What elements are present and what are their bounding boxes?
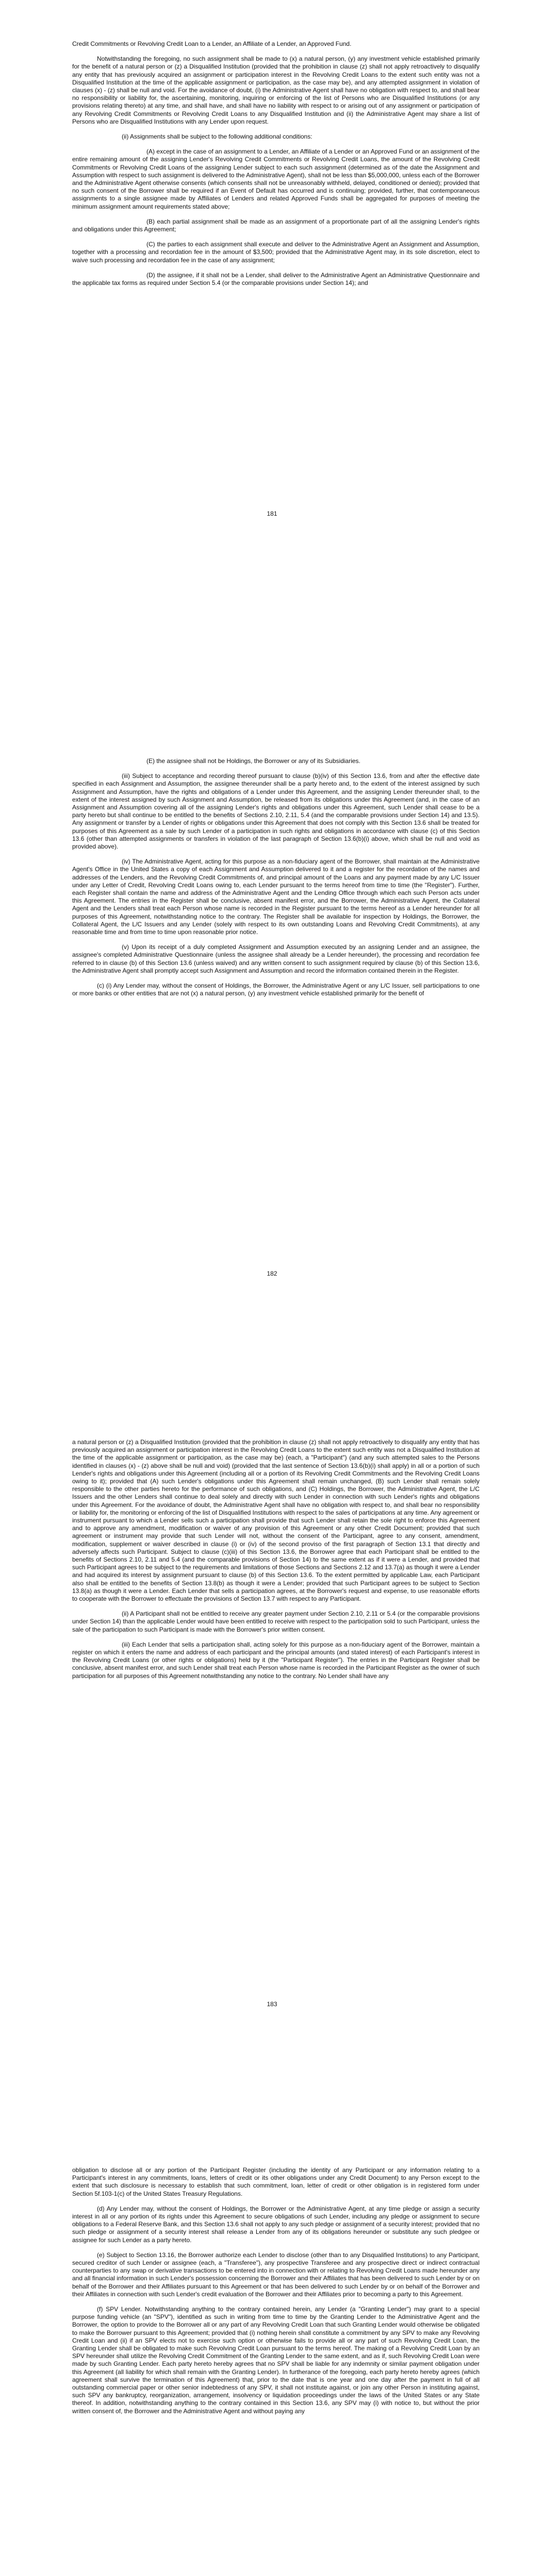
paragraph: (c) (i) Any Lender may, without the consent of Holdings, the Borrower, the Administrative Agent or any L/C Issuer, sell participations to one or more banks or other entities that are not (x) a natural person, (y) any investment vehicle established primarily for the benefit of: [72, 982, 480, 997]
paragraph: Credit Commitments or Revolving Credit Loan to a Lender, an Affiliate of a Lender, an Approved Fund.: [72, 40, 352, 47]
page-number: 181: [267, 510, 277, 517]
paragraph: (v) Upon its receipt of a duly completed Assignment and Assumption executed by an assigning Lender and an assignee, the assignee's completed Administrative Questionnaire (unless the assignee shall already be a Lender hereunder), the processing and recordation fee referred to in clause (b) of this Section 13.6 (unless waived) and any written consent to such assignment required by clause (b) of this Section 13.6, the Administrative Agent shall promptly accept such Assignment and Assumption and record the information contained therein in the Register.: [72, 943, 480, 974]
paragraph: a natural person or (z) a Disqualified Institution (provided that the prohibition in clause (z) shall not apply retroactively to disqualify any entity that has previously acquired an assignment or participation interest in the Revolving Credit Loans to the extent such entity was not a Disqualified Institution at the time of the applicable assignment or participation, as the case may be) (each, a "Participant") (and any such attempted sales to the Persons identified in clauses (x) - (z) above shall be null and void) (provided that the last sentence of Section 13.6(b)(i) shall apply) in all or a portion of such Lender's rights and obligations under this Agreement (including all or a portion of its Revolving Credit Commitments and the Revolving Credit Loans owing to it); provided that (A) such Lender's obligations under this Agreement shall remain unchanged, (B) such Lender shall remain solely responsible to the other parties hereto for the performance of such obligations, and (C) Holdings, the Borrower, the Administrative Agent, the L/C Issuers and the other Lenders shall continue to deal solely and directly with such Lender in connection with such Lender's rights and obligations under this Agreement. For the avoidance of doubt, the Administrative Agent shall have no obligation with respect to, and shall bear no responsibility or liability for, the monitoring or enforcing of the list of Disqualified Institutions with respect to the sales of participations at any time. Any agreement or instrument pursuant to which a Lender sells such a participation shall provide that such Lender shall retain the sole right to enforce this Agreement and to approve any amendment, modification or waiver of any provision of this Agreement or any other Credit Document; provided that such agreement or instrument may provide that such Lender will not, without the consent of the Participant, agree to any consent, amendment, modification, supplement or waiver described in clause (i) or (iv) of the second proviso of the first paragraph of Section 13.1 that directly and adversely affects such Participant. Subject to clause (c)(iii) of this Section 13.6, the Borrower agree that each Participant shall be entitled to the benefits of Sections 2.10, 2.11 and 5.4 (and the comparable provisions of Section 14) to the same extent as if it were a Lender, and provided that such Participant agrees to be subject to the requirements and limitations of those Sections and Sections 2.12 and 13.7(a) as though it were a Lender and had acquired its interest by assignment pursuant to clause (b) of this Section 13.6. To the extent permitted by applicable Law, each Participant also shall be entitled to the benefits of Section 13.8(b) as though it were a Lender; provided that such Participant agrees to be subject to Section 13.8(a) as though it were a Lender. Each Lender that sells a participation agrees, at the Borrower's request and expense, to use reasonable efforts to cooperate with the Borrower to effectuate the provisions of Section 13.7 with respect to any Participant.: [72, 1438, 480, 1603]
page-182: [0, 703, 544, 1406]
page-184: [0, 2110, 544, 2576]
paragraph: (ii) A Participant shall not be entitled to receive any greater payment under Section 2.10, 2.11 or 5.4 (or the comparable provisions under Section 14) than the applicable Lender would have been entitled to receive with respect to the participation sold to such Participant, unless the sale of the participation to such Participant is made with the Borrower's prior written consent.: [72, 1610, 480, 1633]
page-body: [72, 40, 480, 294]
paragraph: (B) each partial assignment shall be made as an assignment of a proportionate part of all the assigning Lender's rights and obligations under this Agreement;: [72, 217, 480, 233]
paragraph: obligation to disclose all or any portion of the Participant Register (including the identity of any Participant or any information relating to a Participant's interest in any commitments, loans, letters of credit or its other obligations under any Credit Document) to any Person except to the extent that such disclosure is necessary to establish that such commitment, loan, letter of credit or other obligation is in registered form under Section 5f.103-1(c) of the United States Treasury Regulations.: [72, 2166, 480, 2197]
paragraph: (iii) Each Lender that sells a participation shall, acting solely for this purpose as a non-fiduciary agent of the Borrower, maintain a register on which it enters the name and address of each participant and the principal amounts (and stated interest) of each Participant's interest in the Revolving Credit Loans (or other rights or obligations) held by it (the "Participant Register"). The entries in the Participant Register shall be conclusive, absent manifest error, and such Lender shall treat each Person whose name is recorded in the Participant Register as the owner of such participation for all purposes of this Agreement notwithstanding any notice to the contrary. No Lender shall have any: [72, 1640, 480, 1680]
paragraph: (ii) Assignments shall be subject to the following additional conditions:: [122, 133, 312, 141]
paragraph: (A) except in the case of an assignment to a Lender, an Affiliate of a Lender or an Approved Fund or an assignment of the entire remaining amount of the assigning Lender's Revolving Credit Commitments or Revolving Credit Loans, the amount of the Revolving Credit Commitments or Revolving Credit Loans of the assigning Lender subject to each such assignment (determined as of the date the Assignment and Assumption with respect to such assignment is delivered to the Administrative Agent), shall not be less than $5,000,000, unless each of the Borrower and the Administrative Agent otherwise consents (which consents shall not be unreasonably withheld, delayed, conditioned or denied); provided that no such consent of the Borrower shall be required if an Event of Default has occurred and is continuing; provided, further, that contemporaneous assignments to a single assignee made by Affiliates of Lenders and related Approved Funds shall be aggregated for purposes of meeting the minimum assignment amount requirements stated above;: [72, 148, 480, 210]
paragraph: Notwithstanding the foregoing, no such assignment shall be made to (x) a natural person, (y) any investment vehicle established primarily for the benefit of a natural person or (z) a Disqualified Institution (provided that the prohibition in clause (z) shall not apply retroactively to disqualify any entity that has previously acquired an assignment or participation interest in the Revolving Credit Loans to the extent such entity was not a Disqualified Institution at the time of the applicable assignment or participation, as the case may be), and any attempted assignment in violation of clauses (x) - (z) shall be null and void. For the avoidance of doubt, (i) the Administrative Agent shall have no obligation with respect to, and shall bear no responsibility or liability for, the ascertaining, monitoring, inquiring or enforcing of the list of Persons who are Disqualified Institutions (or any provisions relating thereto) at any time, and shall have, and shall have no liability with respect to or arising out of any assignment or participation of any Revolving Credit Commitments or Revolving Credit Loans to any Disqualified Institution and (ii) the Administrative Agent may share a list of Persons who are Disqualified Institutions with any Lender upon request.: [72, 55, 480, 125]
paragraph: (E) the assignee shall not be Holdings, the Borrower or any of its Subsidiaries.: [146, 757, 360, 765]
page-number: 182: [267, 1270, 277, 1277]
page-body: [72, 1438, 480, 1687]
page-183: [0, 1406, 544, 2110]
paragraph: (e) Subject to Section 13.16, the Borrower authorize each Lender to disclose (other than to any Disqualified Institutions) to any Participant, secured creditor of such Lender or assignee (each, a "Transferee"), any prospective Transferee and any prospective direct or indirect contractual counterparties to any swap or derivative transactions to be entered into in connection with or relating to Revolving Credit Loans made hereunder any and all financial information in such Lender's possession concerning the Borrower and their Affiliates that has been delivered to such Lender by or on behalf of the Borrower and their Affiliates pursuant to this Agreement or that has been delivered to such Lender by or on behalf of the Borrower and their Affiliates in connection with such Lender's credit evaluation of the Borrower and their Affiliates prior to becoming a party to this Agreement.: [72, 2251, 480, 2298]
paragraph: (iii) Subject to acceptance and recording thereof pursuant to clause (b)(iv) of this Section 13.6, from and after the effective date specified in each Assignment and Assumption, the assignee thereunder shall be a party hereto and, to the extent of the interest assigned by such Assignment and Assumption, have the rights and obligations of a Lender under this Agreement, and the assigning Lender thereunder shall, to the extent of the interest assigned by such Assignment and Assumption, be released from its obligations under this Agreement (and, in the case of an Assignment and Assumption covering all of the assigning Lender's rights and obligations under this Agreement, such Lender shall cease to be a party hereto but shall continue to be entitled to the benefits of Sections 2.10, 2.11, 5.4 (and the comparable provisions under Section 14) and 13.5). Any assignment or transfer by a Lender of rights or obligations under this Agreement that does not comply with this Section 13.6 shall be treated for purposes of this Agreement as a sale by such Lender of a participation in such rights and obligations in accordance with clause (c) of this Section 13.6 (other than attempted assignments or transfers in violation of the last paragraph of Section 13.6(b)(i) above, which shall be null and void as provided above).: [72, 772, 480, 851]
page-body: [72, 2166, 480, 2422]
page-body: [72, 757, 480, 1005]
paragraph: (C) the parties to each assignment shall execute and deliver to the Administrative Agent an Assignment and Assumption, together with a processing and recordation fee in the amount of $3,500; provided that the Administrative Agent may, in its sole discretion, elect to waive such processing and recordation fee in the case of any assignment;: [72, 241, 480, 264]
paragraph: (f) SPV Lender. Notwithstanding anything to the contrary contained herein, any Lender (a "Granting Lender") may grant to a special purpose funding vehicle (an "SPV"), identified as such in writing from time to time by the Granting Lender to the Administrative Agent and the Borrower, the option to provide to the Borrower all or any part of any Revolving Credit Loan that such Granting Lender would otherwise be obligated to make the Borrower pursuant to this Agreement; provided that (i) nothing herein shall constitute a commitment by any SPV to make any Revolving Credit Loan and (ii) if an SPV elects not to exercise such option or otherwise fails to provide all or any part of such Revolving Credit Loan, the Granting Lender shall be obligated to make such Revolving Credit Loan pursuant to the terms hereof. The making of a Revolving Credit Loan by an SPV hereunder shall utilize the Revolving Credit Commitment of the Granting Lender to the same extent, and as if, such Revolving Credit Loan were made by such Granting Lender. Each party hereto hereby agrees that no SPV shall be liable for any indemnity or similar payment obligation under this Agreement (all liability for which shall remain with the Granting Lender). In furtherance of the foregoing, each party hereto hereby agrees (which agreement shall survive the termination of this Agreement) that, prior to the date that is one year and one day after the payment in full of all outstanding commercial paper or other senior indebtedness of any SPV, it shall not institute against, or join any other Person in instituting against, such SPV any bankruptcy, reorganization, arrangement, insolvency or liquidation proceedings under the laws of the United States or any State thereof. In addition, notwithstanding anything to the contrary contained in this Section 13.6, any SPV may (i) with notice to, but without the prior written consent of, the Borrower and the Administrative Agent and without paying any: [72, 2306, 480, 2415]
paragraph: (iv) The Administrative Agent, acting for this purpose as a non-fiduciary agent of the Borrower, shall maintain at the Administrative Agent's Office in the United States a copy of each Assignment and Assumption delivered to it and a register for the recordation of the names and addresses of the Lenders, and the Revolving Credit Commitments of, and principal amount of the Loans and any payment made by any L/C Issuer under any Letter of Credit, Revolving Credit Loans owing to, each Lender pursuant to the terms hereof from time to time (the "Register"). Further, each Register shall contain the name and address of the Administrative Agent and the Lending Office through which each such Person acts under this Agreement. The entries in the Register shall be conclusive, absent manifest error, and the Borrower, the Administrative Agent, the Collateral Agent and the Lenders shall treat each Person whose name is recorded in the Register pursuant to the terms hereof as a Lender hereunder for all purposes of this Agreement, notwithstanding notice to the contrary. The Register shall be available for inspection by Holdings, the Borrower, the Collateral Agent, the L/C Issuers and any Lender (solely with respect to its own outstanding Loans and Revolving Credit Commitments), at any reasonable time and from time to time upon reasonable prior notice.: [72, 858, 480, 936]
paragraph: (d) Any Lender may, without the consent of Holdings, the Borrower or the Administrative Agent, at any time pledge or assign a security interest in all or any portion of its rights under this Agreement to secure obligations of such Lender, including any pledge or assignment to secure obligations to a Federal Reserve Bank, and this Section 13.6 shall not apply to any such pledge or assignment of a security interest; provided that no such pledge or assignment of a security interest shall release a Lender from any of its obligations hereunder or substitute any such pledgee or assignee for such Lender as a party hereto.: [72, 2205, 480, 2244]
page-number: 183: [267, 2001, 277, 2008]
page-181: [0, 0, 544, 703]
paragraph: (D) the assignee, if it shall not be a Lender, shall deliver to the Administrative Agent an Administrative Questionnaire and the applicable tax forms as required under Section 5.4 (or the comparable provisions under Section 14); and: [72, 271, 480, 287]
